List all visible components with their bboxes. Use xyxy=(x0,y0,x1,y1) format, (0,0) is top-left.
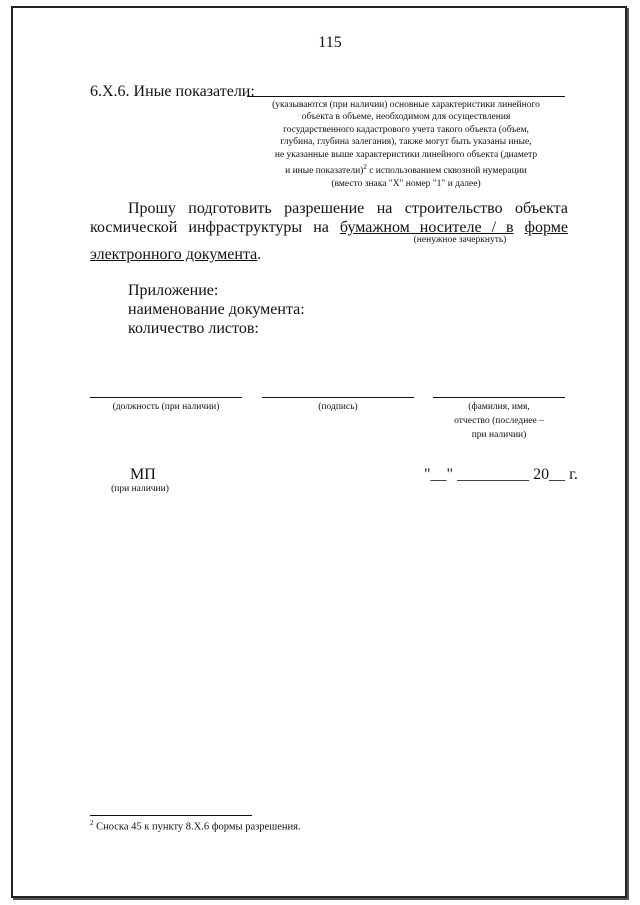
footnote xyxy=(90,819,301,833)
section-fill-line xyxy=(247,96,565,97)
request-line-3 xyxy=(90,246,261,264)
stamp-hint: (при наличии) xyxy=(111,484,169,494)
request-word: на xyxy=(313,219,329,236)
name-caption xyxy=(433,400,565,442)
caption-line: (фамилия, имя, xyxy=(468,402,530,412)
hint-line xyxy=(247,161,565,178)
position-caption: (должность (при наличии) xyxy=(112,402,220,412)
footnote-text: Сноска 45 к пункту 8.Х.6 формы разрешения. xyxy=(93,821,301,833)
date-line: "__" _________ 20__ г. xyxy=(424,466,578,483)
section-hint xyxy=(247,99,565,190)
attachment-doc-name: наименование документа: xyxy=(128,301,305,318)
option-paper: бумажном носителе / в xyxy=(339,219,514,236)
period: . xyxy=(257,246,262,263)
hint-text: с использованием сквозной нумерации xyxy=(366,166,527,177)
name-line xyxy=(433,397,565,398)
attachment-sheets: количество листов: xyxy=(128,320,259,337)
request-line-1 xyxy=(90,198,568,219)
request-word: строительство xyxy=(404,200,503,217)
hint-line: (указываются (при наличии) основные характеристики линейного xyxy=(272,100,540,110)
strike-hint: (ненужное зачеркнуть) xyxy=(413,235,507,245)
request-word: разрешение xyxy=(284,200,365,217)
footnote-ref: 2 xyxy=(363,163,367,172)
hint-line: не указанные выше характеристики линейного объекта (диаметр xyxy=(274,149,538,160)
request-word: Прошу xyxy=(128,200,176,217)
hint-line: глубина, глубина залегания), также могут быть указаны иные, xyxy=(280,137,532,148)
request-word: инфраструктуры xyxy=(188,219,303,236)
stamp-label: МП xyxy=(130,466,156,483)
caption-line: при наличии) xyxy=(471,430,527,440)
signature-line xyxy=(262,397,414,398)
hint-text: и иные показатели) xyxy=(285,166,364,177)
caption-line: отчество (последнее – xyxy=(454,416,544,426)
footnote-rule xyxy=(90,815,252,816)
section-title: 6.Х.6. Иные показатели: xyxy=(90,83,255,100)
option-electronic: электронного документа xyxy=(90,246,258,263)
signature-caption: (подпись) xyxy=(318,402,358,412)
request-word: космической xyxy=(90,219,178,236)
hint-line: объекта в объеме, необходимом для осуществления xyxy=(301,112,511,123)
page-number: 115 xyxy=(318,34,342,51)
hint-line: (вместо знака "Х" номер "1" и далее) xyxy=(331,178,481,189)
attachment-title: Приложение: xyxy=(128,282,219,299)
footnote-number: 2 xyxy=(90,819,94,827)
position-line xyxy=(90,397,242,398)
request-word: на xyxy=(376,200,393,217)
request-word: подготовить xyxy=(188,200,272,217)
hint-line: государственного кадастрового учета такого объекта (объем, xyxy=(283,124,529,135)
option-form: форме xyxy=(524,219,568,236)
request-word: объекта xyxy=(514,200,568,217)
